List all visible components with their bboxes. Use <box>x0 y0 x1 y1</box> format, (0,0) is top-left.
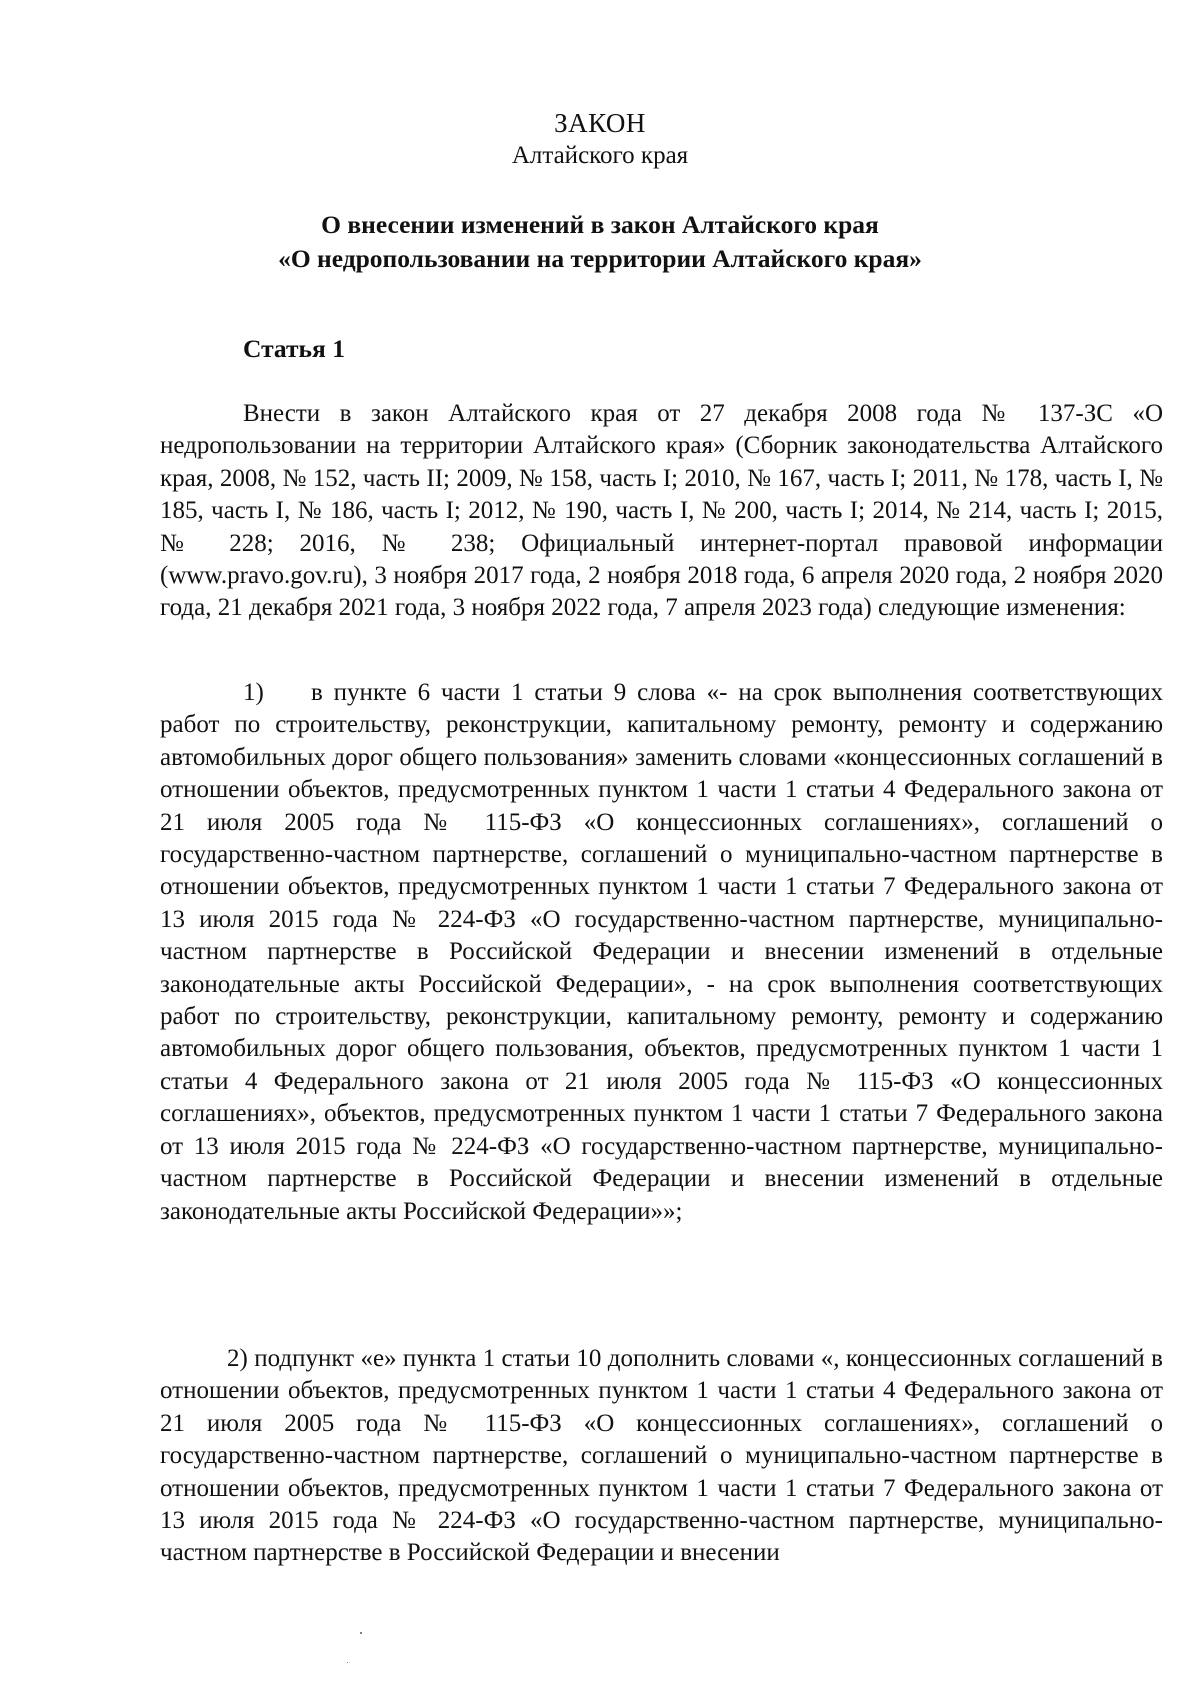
article-intro-paragraph: Внести в закон Алтайского края от 27 декабря 2008 года № 137-ЗС «О недропользовании на территории Алтайского края» (Сборник законодательства Алтайского края, 2008, № 152, часть II; 2009, № 158, часть I; 2010, № 167, часть I; 2011, № 178, часть I, № 185, часть I, № 186, часть I; 2012, № 190, часть I, № 200, часть I; 2014, № 214, часть I; 2015, № 228; 2016, № 238; Официальный интернет-портал правовой информации (www.pravo.gov.ru), 3 ноября 2017 года, 2 ноября 2018 года, 6 апреля 2020 года, 2 ноября 2020 года, 21 декабря 2021 года, 3 ноября 2022 года, 7 апреля 2023 года) следующие изменения: <box>160 400 1163 622</box>
law-title-line-1: О внесении изменений в закон Алтайского края <box>321 210 879 239</box>
scan-speck <box>360 1632 362 1634</box>
amendment-item-2: 2) подпункт «е» пункта 1 статьи 10 дополнить словами «, концессионных соглашений в отношении объектов, предусмотренных пунктом 1 части 1 статьи 4 Федерального закона от 21 июля 2005 года № 115-ФЗ «О концессионных соглашениях», соглашений о государственно-частном партнерстве, соглашений о муниципально-частном партнерстве в отношении объектов, предусмотренных пунктом 1 части 1 статьи 7 Федерального закона от 13 июля 2015 года № 224-ФЗ «О государственно-частном партнерстве, муниципально-частном партнерстве в Российской Федерации и внесении <box>160 1345 1163 1567</box>
amendment-item-1 <box>160 677 1163 1228</box>
amendment-item-1-text: в пункте 6 части 1 статьи 9 слова «- на срок выполнения соответствующих работ по строительству, реконструкции, капитальному ремонту, ремонту и содержанию автомобильных дорог общего пользования» заменить словами «концессионных соглашений в отношении объектов, предусмотренных пунктом 1 части 1 статьи 4 Федерального закона от 21 июля 2005 года № 115-ФЗ «О концессионных соглашениях», соглашений о государственно-частном партнерстве, соглашений о муниципально-частном партнерстве в отношении объектов, предусмотренных пунктом 1 части 1 статьи 7 Федерального закона от 13 июля 2015 года № 224-ФЗ «О государственно-частном партнерстве, муниципально-частном партнерстве в Российской Федерации и внесении изменений в отдельные законодательные акты Российской Федерации», - на срок выполнения соответствующих работ по строительству, реконструкции, капитальному ремонту, ремонту и содержанию автомобильных дорог общего пользования, объектов, предусмотренных пунктом 1 части 1 статьи 4 Федерального закона от 21 июля 2005 года № 115-ФЗ «О концессионных соглашениях», объектов, предусмотренных пунктом 1 части 1 статьи 7 Федерального закона от 13 июля 2015 года № 224-ФЗ «О государственно-частном партнерстве, муниципально-частном партнерстве в Российской Федерации и внесении изменений в отдельные законодательные акты Российской Федерации»»; <box>160 679 1163 1225</box>
law-title <box>0 208 1200 276</box>
article-heading: Статья 1 <box>243 334 345 363</box>
law-heading: ЗАКОН <box>554 108 646 138</box>
law-title-line-2: «О недропользовании на территории Алтайского края» <box>278 244 922 273</box>
scan-speck <box>347 1662 348 1663</box>
law-region: Алтайского края <box>511 142 689 169</box>
amendment-item-1-number: 1) <box>243 679 264 706</box>
